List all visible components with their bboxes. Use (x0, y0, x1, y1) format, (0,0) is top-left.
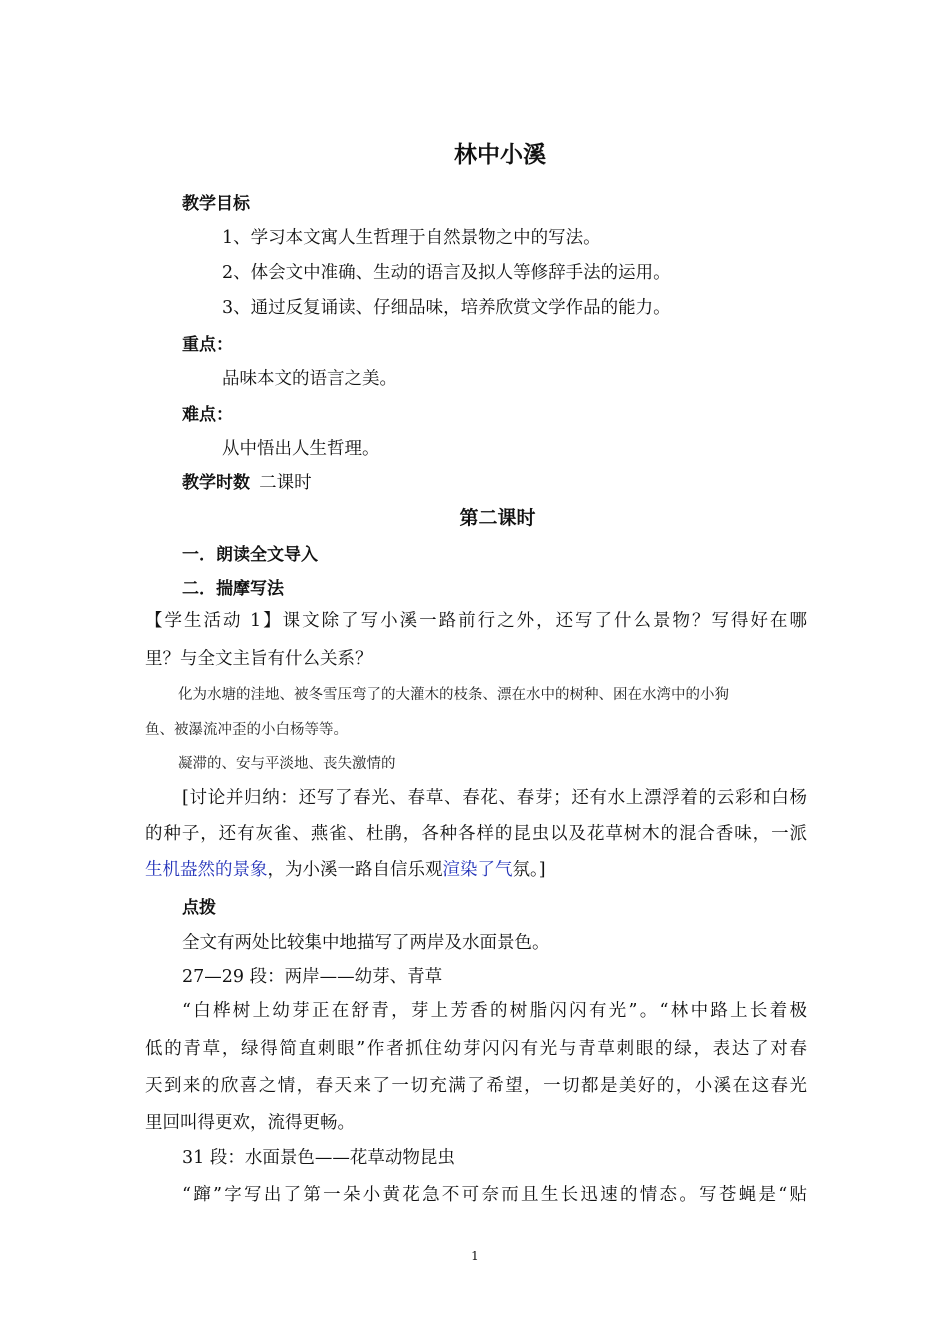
guidance-heading: 点拨 (182, 898, 216, 918)
difficulty-text: 从中悟出人生哲理。 (222, 439, 380, 459)
paragraph-line: “白桦树上幼芽正在舒青，芽上芳香的树脂闪闪有光”。“林中路上长着极 (182, 1001, 807, 1021)
objective-item: 2、体会文中准确、生动的语言及拟人等修辞手法的运用。 (222, 263, 671, 283)
paragraph-line: 低的青草，绿得简直刺眼”作者抓住幼芽闪闪有光与青草刺眼的绿，表达了对春 (145, 1039, 807, 1059)
paragraph-line: “蹿”字写出了第一朵小黄花急不可奈而且生长迅速的情态。写苍蝇是“贴 (182, 1185, 807, 1205)
page-number: 1 (471, 1249, 479, 1263)
discussion-line: 的种子，还有灰雀、燕雀、杜鹃，各种各样的昆虫以及花草树木的混合香味，一派 (145, 824, 807, 844)
highlighted-text: 生机盎然的景象 (145, 860, 268, 880)
page-title: 林中小溪 (454, 142, 546, 168)
paragraph-label: 31 段：水面景色——花草动物昆虫 (182, 1148, 455, 1168)
paragraph-line: 里回叫得更欢，流得更畅。 (145, 1113, 355, 1133)
hours-line (182, 468, 312, 494)
key-point-text: 品味本文的语言之美。 (222, 369, 397, 389)
highlighted-text: 渲染了气 (442, 860, 513, 880)
section-heading: 一．朗读全文导入 (182, 545, 318, 565)
difficulty-heading: 难点： (182, 405, 233, 425)
note-line: 化为水塘的洼地、被冬雪压弯了的大灌木的枝条、漂在水中的树种、困在水湾中的小狗 (178, 687, 729, 703)
guidance-intro: 全文有两处比较集中地描写了两岸及水面景色。 (182, 933, 550, 953)
lesson-title: 第二课时 (459, 507, 536, 529)
hours-heading: 教学时数 (182, 473, 250, 493)
discussion-text: ，为小溪一路自信乐观 (267, 860, 443, 880)
paragraph-label: 27—29 段：两岸——幼芽、青草 (182, 967, 443, 987)
activity-line: 【学生活动 1】课文除了写小溪一路前行之外，还写了什么景物？写得好在哪 (145, 611, 807, 631)
objective-item: 3、通过反复诵读、仔细品味，培养欣赏文学作品的能力。 (222, 298, 671, 318)
section-heading: 二．揣摩写法 (182, 579, 284, 599)
discussion-text: 氛。] (512, 860, 546, 880)
key-point-heading: 重点： (182, 335, 233, 355)
discussion-line (145, 856, 546, 881)
note-line: 鱼、被瀑流冲歪的小白杨等等。 (145, 722, 348, 738)
hours-value: 二课时 (259, 473, 312, 493)
discussion-line: [讨论并归纳：还写了春光、春草、春花、春芽；还有水上漂浮着的云彩和白杨 (182, 788, 807, 808)
paragraph-line: 天到来的欣喜之情，春天来了一切充满了希望，一切都是美好的，小溪在这春光 (145, 1076, 807, 1096)
activity-line: 里？与全文主旨有什么关系？ (145, 649, 373, 669)
objective-item: 1、学习本文寓人生哲理于自然景物之中的写法。 (222, 228, 601, 248)
note-line: 凝滞的、安与平淡地、丧失激情的 (178, 756, 396, 772)
objectives-heading: 教学目标 (182, 194, 250, 214)
